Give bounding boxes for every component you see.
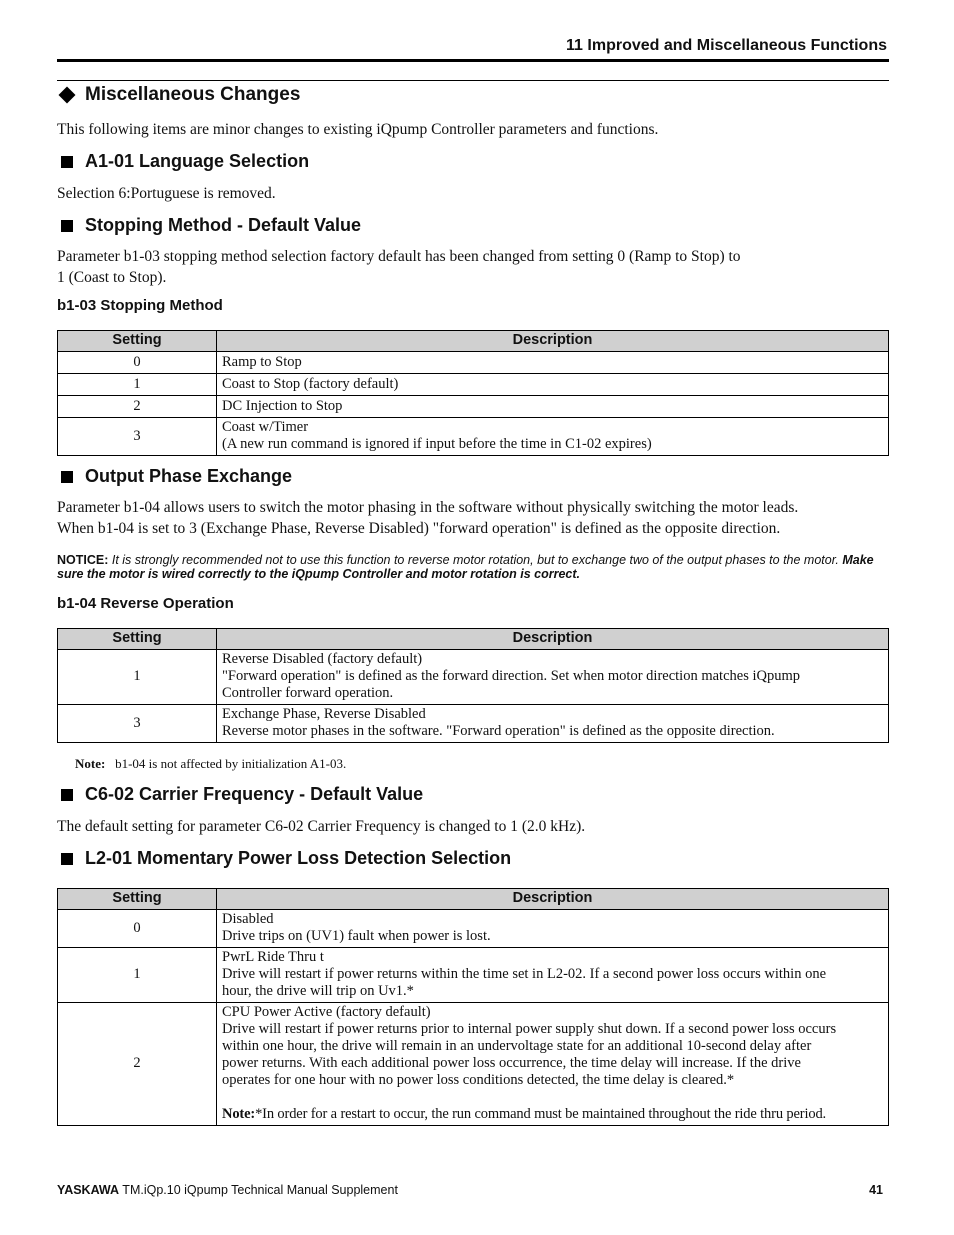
setting-cell: 3: [58, 705, 217, 743]
footer-doc-title: TM.iQp.10 iQpump Technical Manual Supplement: [119, 1183, 398, 1197]
table-row: [58, 650, 889, 705]
note-text: b1-04 is not affected by initialization A1-03.: [115, 756, 347, 771]
column-header-description: Description: [217, 629, 889, 650]
table-caption-b1-03: b1-03 Stopping Method: [57, 297, 223, 314]
page-number: 41: [869, 1183, 883, 1197]
subsection-heading-l2-01: [57, 848, 511, 869]
b1-04-note: [75, 756, 346, 772]
notice-text: It is strongly recommended not to use this function to reverse motor rotation, but to exchange two of the output phases to the motor.: [108, 553, 843, 567]
cell-line: Exchange Phase, Reverse Disabled: [222, 706, 426, 722]
table-row: [58, 396, 889, 418]
b1-03-table: [57, 330, 889, 456]
cell-line: power returns. With each additional power loss occurrence, the time delay will increase. If the drive: [222, 1055, 801, 1071]
setting-cell: 1: [58, 374, 217, 396]
header-rule-thin: [57, 80, 889, 81]
cell-line: Ramp to Stop: [222, 353, 302, 370]
description-cell: [217, 948, 889, 1003]
column-header-description: Description: [217, 889, 889, 910]
cell-line: "Forward operation" is defined as the forward direction. Set when motor direction matches iQpump: [222, 668, 800, 684]
notice-block: [57, 553, 897, 581]
square-bullet-icon: [61, 471, 73, 483]
cell-line: Reverse motor phases in the software. "Forward operation" is defined as the opposite direction.: [222, 723, 775, 739]
subsection-heading-stopping: [57, 215, 361, 236]
description-cell: [217, 396, 889, 418]
setting-cell: 0: [58, 352, 217, 374]
subsection-heading-c6-02: [57, 784, 423, 805]
square-bullet-icon: [61, 220, 73, 232]
table-row: [58, 1003, 889, 1126]
notice-bold-text: Make sure the motor is wired correctly to the iQpump Controller and motor rotation is correct.: [57, 553, 874, 581]
section-intro: This following items are minor changes to existing iQpump Controller parameters and functions.: [57, 121, 659, 138]
cell-line: Drive trips on (UV1) fault when power is lost.: [222, 928, 491, 944]
section-title: Miscellaneous Changes: [85, 84, 301, 105]
cell-line: Disabled: [222, 911, 274, 927]
subsection-title: Stopping Method - Default Value: [85, 215, 361, 235]
cell-line: operates for one hour with no power loss conditions detected, the time delay is cleared.*: [222, 1072, 735, 1088]
table-row: [58, 352, 889, 374]
cell-line: within one hour, the drive will remain in an undervoltage state for an additional 10-second delay after: [222, 1038, 812, 1054]
subsection-title: C6-02 Carrier Frequency - Default Value: [85, 784, 424, 804]
output-phase-text: [57, 497, 892, 539]
square-bullet-icon: [61, 156, 73, 168]
table-row: [58, 374, 889, 396]
l2-01-table: [57, 888, 889, 1126]
cell-line: Reverse Disabled (factory default): [222, 651, 423, 667]
cell-note: [222, 1106, 883, 1123]
cell-line: Controller forward operation.: [222, 685, 394, 701]
column-header-setting: Setting: [58, 629, 217, 650]
notice-label: NOTICE:: [57, 553, 109, 567]
section-heading: [57, 84, 300, 106]
table-header-row: [58, 331, 889, 352]
setting-cell: 2: [58, 396, 217, 418]
subsection-title: L2-01 Momentary Power Loss Detection Selection: [85, 848, 512, 868]
note-label: Note:: [75, 756, 106, 771]
text-line: Parameter b1-03 stopping method selection factory default has been changed from setting 0 (Ramp to Stop) to: [57, 248, 741, 265]
text-line: 1 (Coast to Stop).: [57, 269, 167, 286]
subsection-title: A1-01 Language Selection: [85, 151, 310, 171]
table-row: [58, 705, 889, 743]
cell-line: Drive will restart if power returns within the time set in L2-02. If a second power loss occurs within one: [222, 966, 827, 982]
table-header-row: [58, 889, 889, 910]
subsection-heading-a1-01: [57, 151, 309, 172]
description-cell: [217, 650, 889, 705]
cell-line: Drive will restart if power returns prior to internal power supply shut down. If a second power loss occurs: [222, 1021, 837, 1037]
column-header-setting: Setting: [58, 889, 217, 910]
diamond-bullet-icon: [59, 87, 76, 104]
table-row: [58, 910, 889, 948]
column-header-description: Description: [217, 331, 889, 352]
table-row: [58, 418, 889, 456]
cell-line: Coast w/Timer: [222, 419, 309, 435]
description-cell: [217, 705, 889, 743]
running-header: 11 Improved and Miscellaneous Functions: [566, 37, 887, 54]
footer-brand: YASKAWA: [57, 1183, 120, 1197]
cell-line: DC Injection to Stop: [222, 397, 343, 414]
description-cell: [217, 418, 889, 456]
c6-02-text: The default setting for parameter C6-02 Carrier Frequency is changed to 1 (2.0 kHz).: [57, 818, 586, 835]
square-bullet-icon: [61, 789, 73, 801]
footer: [57, 1183, 398, 1197]
setting-cell: 1: [58, 948, 217, 1003]
table-row: [58, 948, 889, 1003]
note-label: Note:: [222, 1106, 256, 1122]
cell-line: CPU Power Active (factory default): [222, 1004, 431, 1020]
text-line: When b1-04 is set to 3 (Exchange Phase, Reverse Disabled) "forward operation" is defined as the opposite direction.: [57, 520, 781, 537]
column-header-setting: Setting: [58, 331, 217, 352]
cell-line: hour, the drive will trip on Uv1.*: [222, 983, 414, 999]
subsection-title: Output Phase Exchange: [85, 466, 293, 486]
table-caption-b1-04: b1-04 Reverse Operation: [57, 595, 234, 612]
cell-line: Coast to Stop (factory default): [222, 375, 399, 392]
text-line: Parameter b1-04 allows users to switch the motor phasing in the software without physically switching the motor leads.: [57, 499, 799, 516]
setting-cell: 0: [58, 910, 217, 948]
blank-line: [222, 1089, 883, 1106]
setting-cell: 3: [58, 418, 217, 456]
note-text: *In order for a restart to occur, the run command must be maintained throughout the ride thru period.: [255, 1106, 827, 1122]
cell-line: PwrL Ride Thru t: [222, 949, 324, 965]
setting-cell: 1: [58, 650, 217, 705]
stopping-text: [57, 246, 892, 288]
description-cell: [217, 352, 889, 374]
table-header-row: [58, 629, 889, 650]
header-rule-thick: [57, 59, 889, 62]
subsection-heading-output-phase: [57, 466, 292, 487]
square-bullet-icon: [61, 853, 73, 865]
description-cell: [217, 374, 889, 396]
b1-04-table: [57, 628, 889, 743]
cell-line: (A new run command is ignored if input before the time in C1-02 expires): [222, 436, 652, 452]
setting-cell: 2: [58, 1003, 217, 1126]
a1-01-text: Selection 6:Portuguese is removed.: [57, 185, 276, 202]
description-cell: [217, 910, 889, 948]
description-cell: [217, 1003, 889, 1126]
